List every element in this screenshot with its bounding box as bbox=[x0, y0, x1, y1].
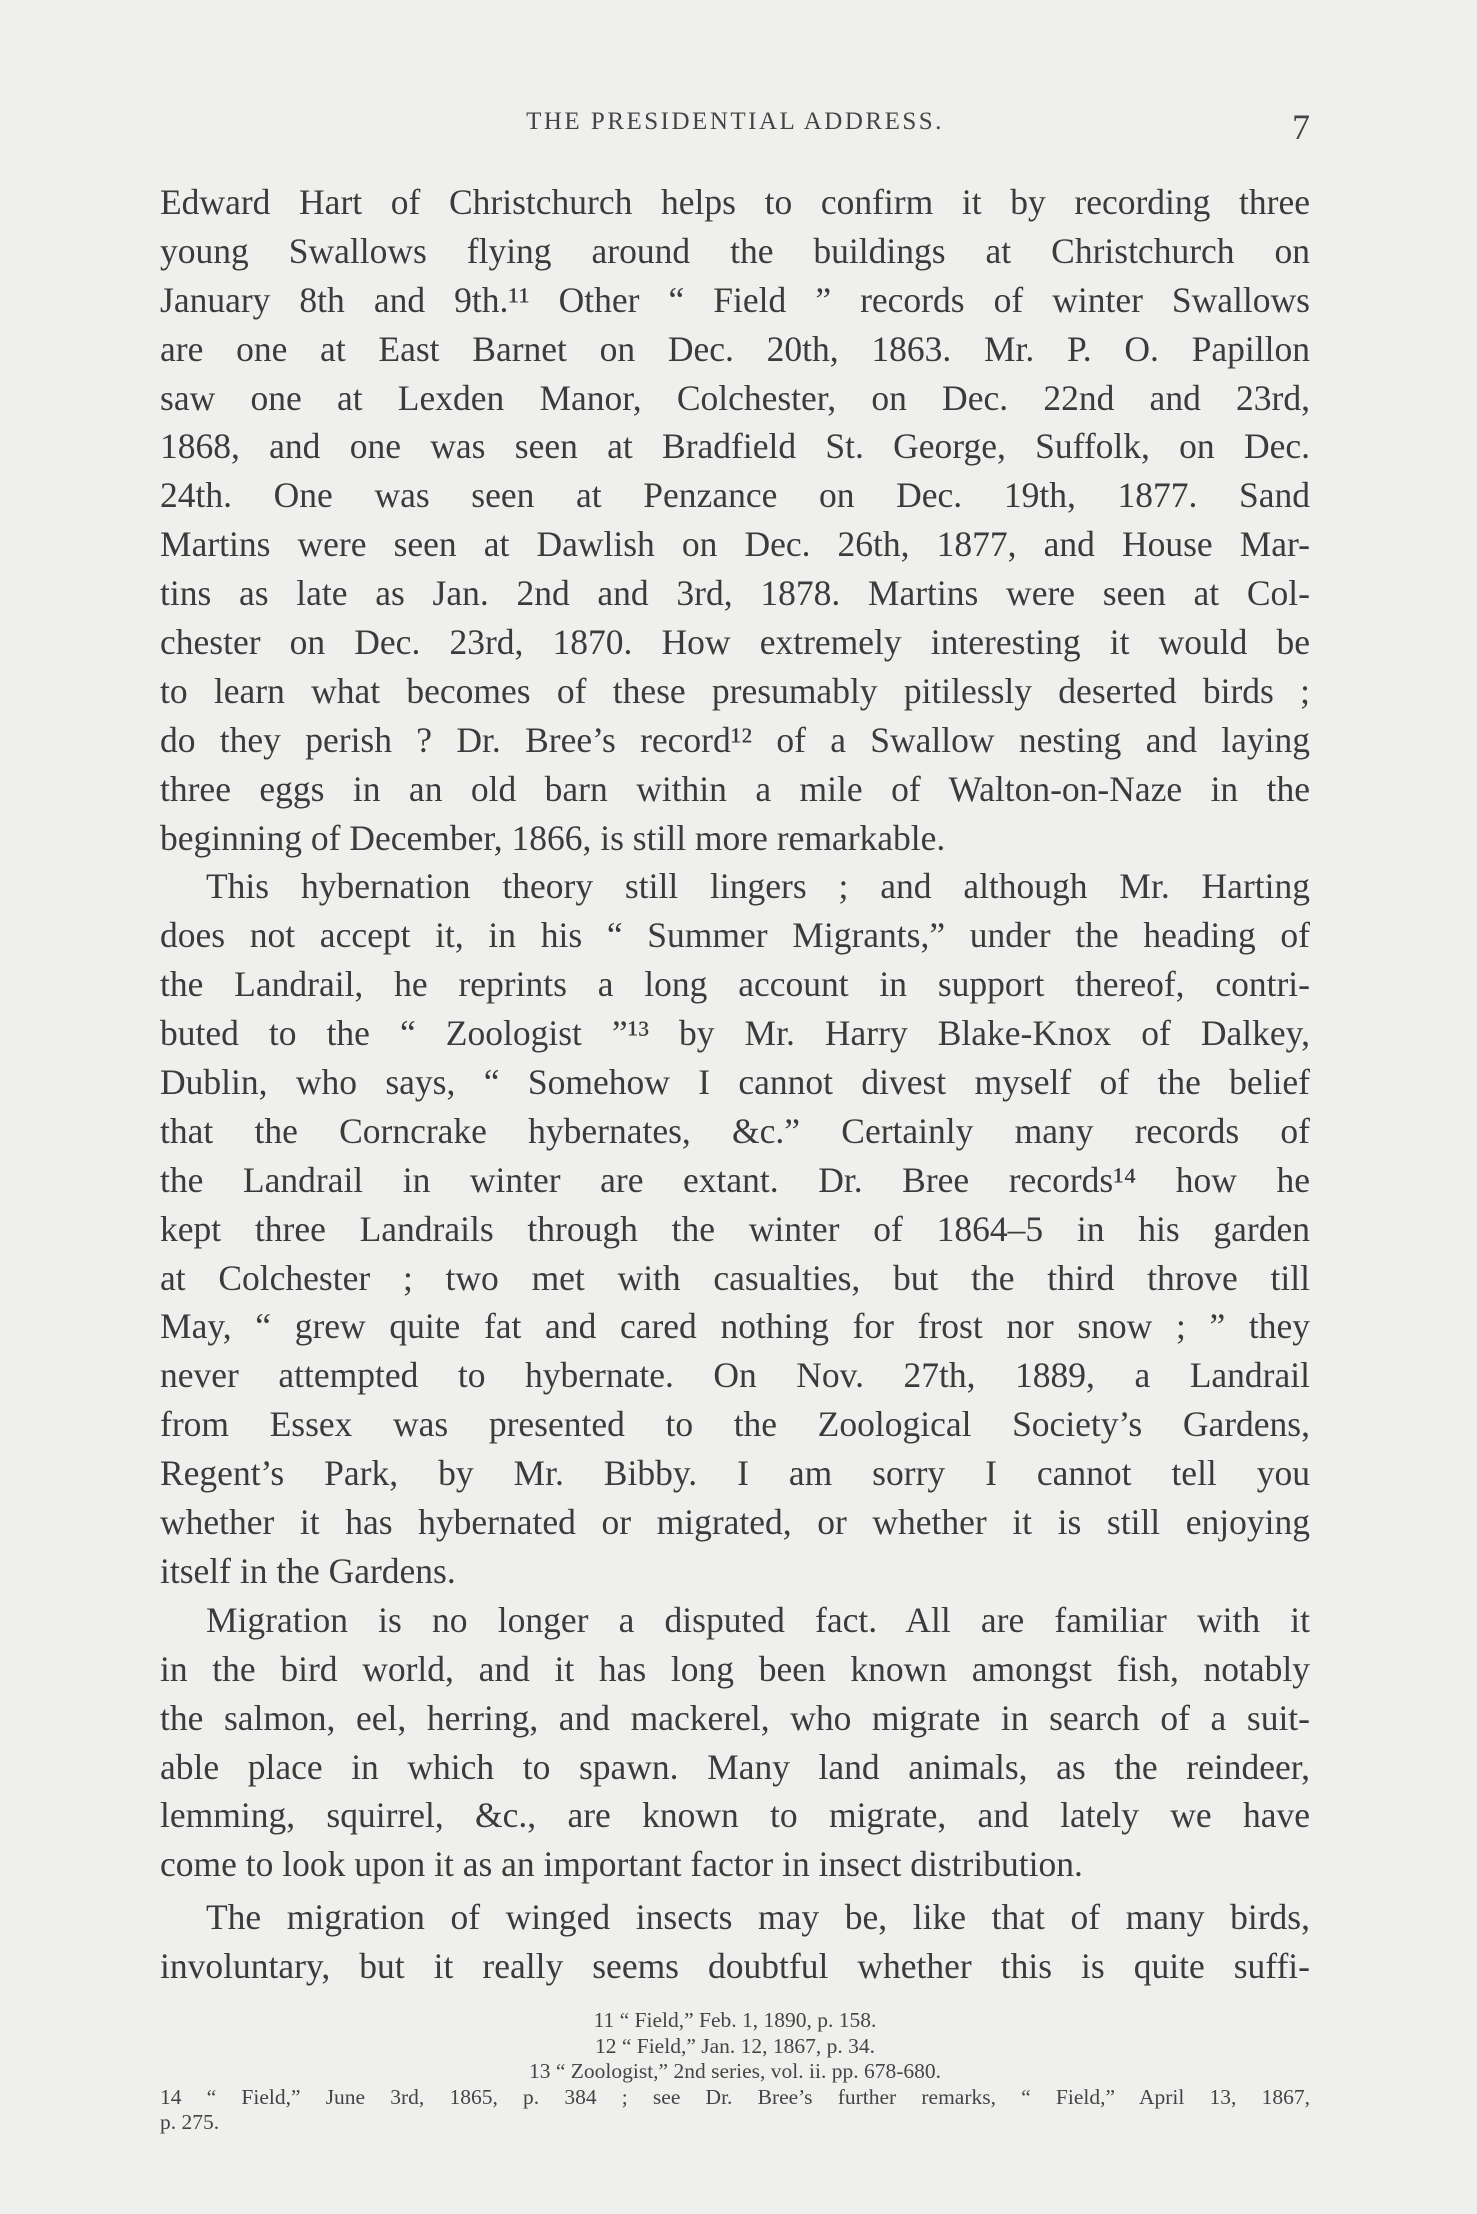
text-line: buted to the “ Zoologist ”¹³ by Mr. Harry Blake-Knox of Dalkey, bbox=[160, 1013, 1310, 1054]
text-line: May, “ grew quite fat and cared nothing for frost nor snow ; ” they bbox=[160, 1306, 1310, 1347]
text-line: that the Corncrake hybernates, &c.” Certainly many records of bbox=[160, 1110, 1310, 1151]
footnote-continuation: p. 275. bbox=[160, 2110, 220, 2134]
footnotes bbox=[160, 2008, 1310, 2136]
text-line: to learn what becomes of these presumably pitilessly deserted birds ; bbox=[160, 670, 1310, 711]
body-text bbox=[160, 178, 1310, 1991]
text-line: are one at East Barnet on Dec. 20th, 1863. Mr. P. O. Papillon bbox=[160, 328, 1310, 369]
paragraph-start-line: This hybernation theory still lingers ; and although Mr. Harting bbox=[206, 866, 1310, 907]
text-line: kept three Landrails through the winter of 1864–5 in his garden bbox=[160, 1208, 1310, 1249]
text-line: Dublin, who says, “ Somehow I cannot divest myself of the belief bbox=[160, 1062, 1310, 1103]
paragraph-start-line: The migration of winged insects may be, like that of many birds, bbox=[206, 1897, 1310, 1938]
text-line: whether it has hybernated or migrated, or whether it is still enjoying bbox=[160, 1502, 1310, 1543]
text-line: the Landrail, he reprints a long account in support thereof, contri- bbox=[160, 964, 1310, 1005]
text-line: saw one at Lexden Manor, Colchester, on Dec. 22nd and 23rd, bbox=[160, 377, 1310, 418]
text-line: young Swallows flying around the buildings at Christchurch on bbox=[160, 230, 1310, 271]
text-line: 1868, and one was seen at Bradfield St. George, Suffolk, on Dec. bbox=[160, 426, 1310, 467]
paragraph-start-line: Migration is no longer a disputed fact. All are familiar with it bbox=[206, 1599, 1310, 1640]
text-line: in the bird world, and it has long been known amongst fish, notably bbox=[160, 1648, 1310, 1689]
footnote: 13 “ Zoologist,” 2nd series, vol. ii. pp. 678-680. bbox=[528, 2059, 942, 2083]
footnote: 14 “ Field,” June 3rd, 1865, p. 384 ; see Dr. Bree’s further remarks, “ Field,” April 13, 1867, bbox=[160, 2084, 1310, 2109]
text-line: from Essex was presented to the Zoological Society’s Gardens, bbox=[160, 1404, 1310, 1445]
text-line: lemming, squirrel, &c., are known to migrate, and lately we have bbox=[160, 1795, 1310, 1836]
text-line: Regent’s Park, by Mr. Bibby. I am sorry I cannot tell you bbox=[160, 1453, 1310, 1494]
text-line: three eggs in an old barn within a mile of Walton-on-Naze in the bbox=[160, 768, 1310, 809]
footnote: 11 “ Field,” Feb. 1, 1890, p. 158. bbox=[593, 2008, 877, 2032]
text-line: do they perish ? Dr. Bree’s record¹² of a Swallow nesting and laying bbox=[160, 719, 1310, 760]
text-line: January 8th and 9th.¹¹ Other “ Field ” records of winter Swallows bbox=[160, 279, 1310, 320]
text-line: chester on Dec. 23rd, 1870. How extremely interesting it would be bbox=[160, 622, 1310, 663]
text-line: the Landrail in winter are extant. Dr. Bree records¹⁴ how he bbox=[160, 1159, 1310, 1200]
text-line: tins as late as Jan. 2nd and 3rd, 1878. Martins were seen at Col- bbox=[160, 573, 1310, 614]
text-line: Martins were seen at Dawlish on Dec. 26th, 1877, and House Mar- bbox=[160, 524, 1310, 565]
text-line: at Colchester ; two met with casualties, but the third throve till bbox=[160, 1257, 1310, 1298]
text-line: itself in the Gardens. bbox=[160, 1550, 456, 1591]
text-line: Edward Hart of Christchurch helps to confirm it by recording three bbox=[160, 182, 1310, 222]
text-line: able place in which to spawn. Many land animals, as the reindeer, bbox=[160, 1746, 1310, 1787]
footnote: 12 “ Field,” Jan. 12, 1867, p. 34. bbox=[594, 2033, 876, 2058]
text-line: involuntary, but it really seems doubtful whether this is quite suffi- bbox=[160, 1946, 1310, 1987]
text-line: never attempted to hybernate. On Nov. 27th, 1889, a Landrail bbox=[160, 1355, 1310, 1396]
text-line: does not accept it, in his “ Summer Migrants,” under the heading of bbox=[160, 915, 1310, 956]
running-head: THE PRESIDENTIAL ADDRESS. bbox=[526, 108, 944, 135]
page-header bbox=[160, 108, 1310, 148]
text-line: come to look upon it as an important factor in insect distribution. bbox=[160, 1844, 1083, 1885]
text-line: the salmon, eel, herring, and mackerel, who migrate in search of a suit- bbox=[160, 1697, 1310, 1738]
text-line: beginning of December, 1866, is still more remarkable. bbox=[160, 817, 946, 858]
text-line: 24th. One was seen at Penzance on Dec. 19th, 1877. Sand bbox=[160, 475, 1310, 516]
page-number: 7 bbox=[1292, 107, 1310, 147]
